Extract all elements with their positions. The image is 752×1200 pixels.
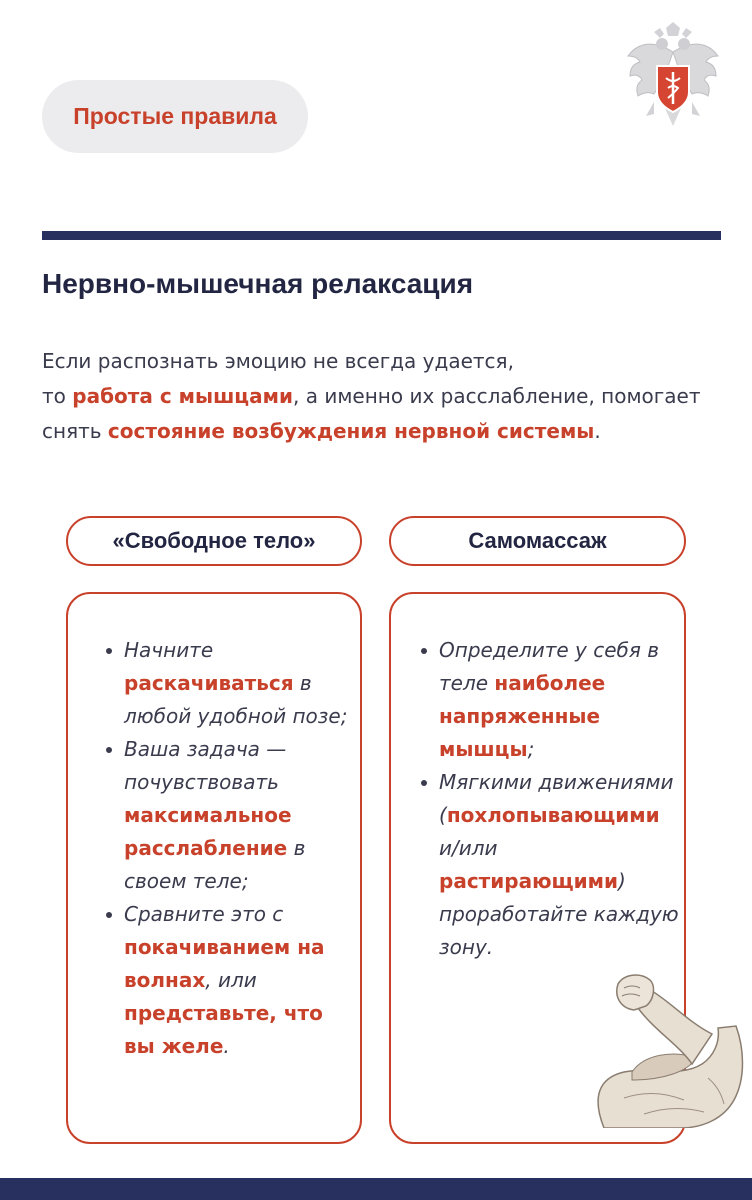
item-highlight: похлопывающими bbox=[446, 803, 660, 827]
ministry-emblem-icon bbox=[624, 22, 722, 130]
top-divider bbox=[42, 231, 721, 240]
intro-paragraph bbox=[42, 344, 702, 449]
intro-text-1: Если распознать эмоцию не всегда удается, bbox=[42, 349, 514, 373]
free-body-heading bbox=[66, 516, 362, 566]
list-item bbox=[439, 634, 684, 766]
item-text: Мягкими движениями ( bbox=[439, 770, 674, 827]
item-highlight: растирающими bbox=[439, 869, 619, 893]
item-highlight: покачиванием на волнах bbox=[124, 935, 325, 992]
item-text: ; bbox=[527, 737, 535, 761]
item-text: и/или bbox=[439, 836, 498, 860]
self-massage-heading-label: Самомассаж bbox=[468, 528, 607, 553]
free-body-heading-label: «Свободное тело» bbox=[112, 528, 316, 553]
category-tag bbox=[42, 80, 308, 153]
item-text: . bbox=[223, 1034, 230, 1058]
item-text: Ваша задача — почувствовать bbox=[124, 737, 287, 794]
item-text: в своем теле; bbox=[124, 836, 306, 893]
free-body-card bbox=[66, 592, 362, 1144]
flexed-arm-icon bbox=[584, 968, 752, 1128]
list-item bbox=[439, 766, 684, 964]
intro-text-4: . bbox=[594, 419, 601, 443]
item-text: ) проработайте каждую зону. bbox=[439, 869, 679, 959]
item-highlight: максимальное расслабление bbox=[124, 803, 292, 860]
free-body-list bbox=[124, 634, 356, 1063]
list-item bbox=[124, 733, 356, 898]
item-text: Начните bbox=[124, 638, 214, 662]
item-highlight: наиболее напряженные мышцы bbox=[439, 671, 606, 761]
category-tag-label: Простые правила bbox=[73, 103, 277, 129]
page-title: Нервно-мышечная релаксация bbox=[42, 268, 474, 299]
self-massage-heading bbox=[389, 516, 686, 566]
item-text: Определите у себя в теле bbox=[439, 638, 660, 695]
self-massage-list bbox=[439, 634, 684, 964]
item-highlight: представьте, что вы желе bbox=[124, 1001, 323, 1058]
intro-highlight-muscles: работа с мышцами bbox=[72, 384, 293, 408]
intro-text-3: , а именно их расслабление, помогает снять bbox=[42, 384, 701, 443]
list-item bbox=[124, 898, 356, 1063]
intro-highlight-state: состояние возбуждения нервной системы bbox=[107, 419, 595, 443]
item-text: Сравните это с bbox=[124, 902, 284, 926]
item-highlight: раскачиваться bbox=[124, 671, 294, 695]
intro-text-2: то bbox=[42, 384, 73, 408]
bottom-divider bbox=[0, 1178, 752, 1200]
item-text: в любой удобной позе; bbox=[124, 671, 348, 728]
item-text: , или bbox=[205, 968, 257, 992]
list-item bbox=[124, 634, 356, 733]
